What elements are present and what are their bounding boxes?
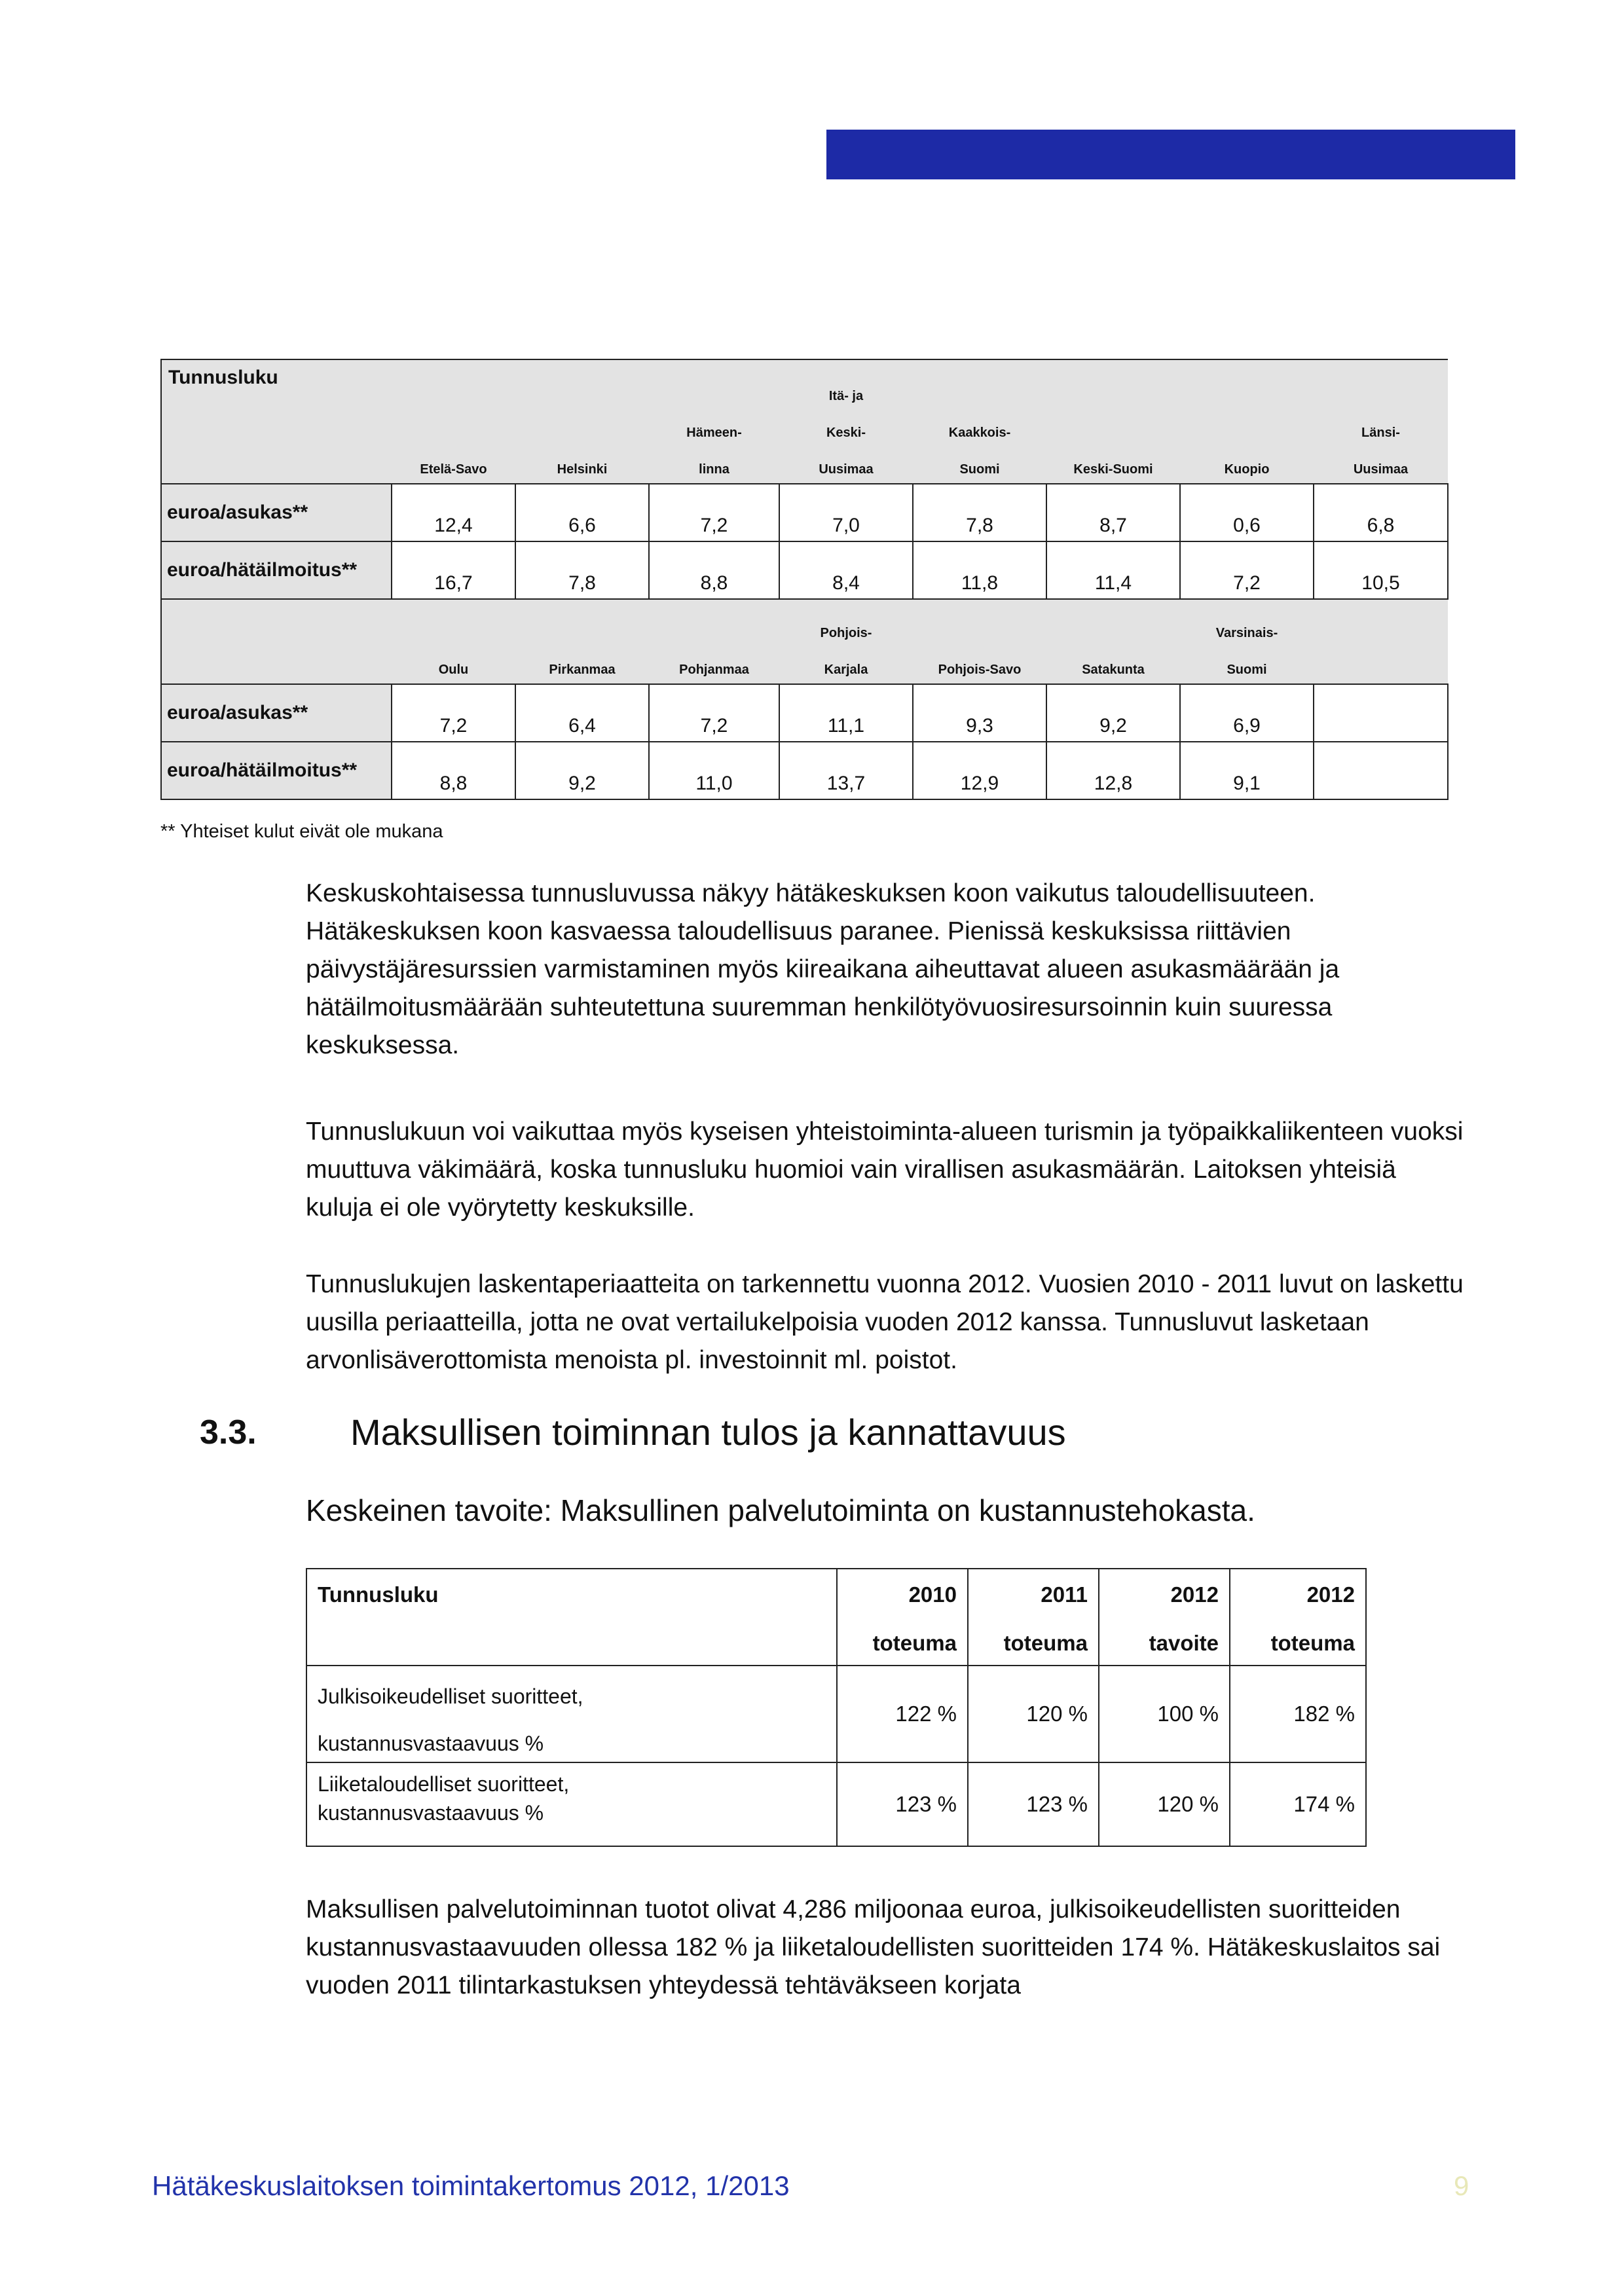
region-name: Uusimaa bbox=[819, 462, 874, 477]
region-name: Pohjois-Savo bbox=[938, 663, 1022, 677]
data-cell bbox=[1314, 684, 1448, 742]
cost-value: 174 % bbox=[1230, 1762, 1366, 1846]
data-cell: 16,7 bbox=[392, 541, 515, 599]
region-header-cell bbox=[515, 359, 649, 484]
region-header-cell bbox=[1180, 599, 1314, 684]
data-cell: 6,4 bbox=[515, 684, 649, 742]
region-header-cell bbox=[1180, 359, 1314, 484]
cost-recovery-table bbox=[306, 1568, 1367, 1847]
region-name: Helsinki bbox=[557, 462, 608, 477]
data-row bbox=[161, 484, 1448, 541]
col-year: 2012 bbox=[1306, 1582, 1355, 1607]
col-type: toteuma bbox=[1270, 1631, 1355, 1655]
section-title: Maksullisen toiminnan tulos ja kannattavuus bbox=[350, 1412, 1066, 1453]
data-cell: 13,7 bbox=[779, 742, 913, 799]
cost-col-header bbox=[968, 1569, 1099, 1666]
col-type: toteuma bbox=[1003, 1631, 1088, 1655]
header-color-bar bbox=[826, 130, 1515, 179]
region-name: Kaakkois- bbox=[948, 426, 1011, 440]
data-row bbox=[161, 684, 1448, 742]
data-cell: 6,9 bbox=[1180, 684, 1314, 742]
data-cell: 9,1 bbox=[1180, 742, 1314, 799]
region-name: Satakunta bbox=[1082, 663, 1145, 677]
region-name: Keski-Suomi bbox=[1073, 462, 1153, 477]
table-label: Tunnusluku bbox=[161, 359, 392, 484]
region-name: linna bbox=[699, 462, 729, 477]
data-cell: 7,0 bbox=[779, 484, 913, 541]
data-cell: 7,8 bbox=[515, 541, 649, 599]
data-cell: 8,7 bbox=[1046, 484, 1180, 541]
data-cell: 6,6 bbox=[515, 484, 649, 541]
data-cell: 0,6 bbox=[1180, 484, 1314, 541]
region-header-cell bbox=[913, 359, 1046, 484]
paragraph-1: Keskuskohtaisessa tunnusluvussa näkyy hätäkeskuksen koon vaikutus taloudellisuuteen. Hätäkeskuksen koon kasvaessa taloudellisuus paranee. Pienissä keskuksissa riittävien päivystäjäresurssien varmistaminen myös kiireaikana aiheuttavat alueen asukasmäärään ja hätäilmoitusmäärään suhteutettuna suuremman henkilötyövuosiresursoinnin kuin suuressa keskuksessa. bbox=[306, 879, 1340, 1059]
section-number: 3.3. bbox=[200, 1413, 257, 1451]
col-type: toteuma bbox=[872, 1631, 957, 1655]
region-name: Pohjanmaa bbox=[679, 663, 749, 677]
data-cell: 6,8 bbox=[1314, 484, 1448, 541]
data-cell: 9,2 bbox=[1046, 684, 1180, 742]
cost-table-row bbox=[306, 1666, 1366, 1762]
cost-table-label: Tunnusluku bbox=[306, 1569, 837, 1666]
region-name: Suomi bbox=[959, 462, 1000, 477]
col-year: 2011 bbox=[1041, 1582, 1088, 1607]
paragraph-2: Tunnuslukuun voi vaikuttaa myös kyseisen yhteistoiminta-alueen turismin ja työpaikkaliikenteen vuoksi muuttuva väkimäärä, koska tunnusluku huomioi vain virallisen asukasmäärän. Laitoksen yhteisiä kuluja ei ole vyörytetty keskuksille. bbox=[306, 1118, 1464, 1222]
footer-title: Hätäkeskuslaitoksen toimintakertomus 2012, 1/2013 bbox=[152, 2170, 790, 2201]
region-name: Hämeen- bbox=[686, 426, 742, 440]
region-header-cell bbox=[1314, 599, 1448, 684]
cost-value: 120 % bbox=[968, 1666, 1099, 1762]
data-cell: 7,2 bbox=[1180, 541, 1314, 599]
cost-value: 123 % bbox=[837, 1762, 968, 1846]
region-header-cell bbox=[913, 599, 1046, 684]
cost-value: 122 % bbox=[837, 1666, 968, 1762]
data-cell bbox=[1314, 742, 1448, 799]
region-header-cell bbox=[649, 599, 779, 684]
region-header-row bbox=[161, 359, 1448, 484]
region-header-cell bbox=[779, 599, 913, 684]
data-row bbox=[161, 742, 1448, 799]
regional-cost-table bbox=[160, 359, 1449, 800]
cost-row-label bbox=[306, 1762, 837, 1846]
data-cell: 11,4 bbox=[1046, 541, 1180, 599]
region-header-cell bbox=[649, 359, 779, 484]
cost-row-label bbox=[306, 1666, 837, 1762]
data-cell: 7,2 bbox=[649, 684, 779, 742]
region-header-row bbox=[161, 599, 1448, 684]
data-cell: 11,1 bbox=[779, 684, 913, 742]
col-year: 2012 bbox=[1170, 1582, 1219, 1607]
table-label-cell bbox=[161, 599, 392, 684]
region-header-cell bbox=[392, 359, 515, 484]
region-header-cell bbox=[515, 599, 649, 684]
region-name: Etelä-Savo bbox=[420, 462, 487, 477]
table-footnote: ** Yhteiset kulut eivät ole mukana bbox=[160, 821, 443, 842]
row-label-line1: Liiketaloudelliset suoritteet, bbox=[318, 1772, 570, 1796]
cost-table-header-row bbox=[306, 1569, 1366, 1666]
region-name: Karjala bbox=[824, 663, 868, 677]
row-label: euroa/hätäilmoitus** bbox=[161, 541, 392, 599]
row-label: euroa/hätäilmoitus** bbox=[161, 742, 392, 799]
region-name: Suomi bbox=[1227, 663, 1267, 677]
data-row bbox=[161, 541, 1448, 599]
region-header-cell bbox=[392, 599, 515, 684]
data-cell: 7,2 bbox=[649, 484, 779, 541]
closing-paragraph: Maksullisen palvelutoiminnan tuotot olivat 4,286 miljoonaa euroa, julkisoikeudellisten suoritteiden kustannusvastaavuuden ollessa 182 % ja liiketaloudellisten suoritteiden 174 %. Hätäkeskuslaitos sai vuoden 2011 tilintarkastuksen yhteydessä tehtäväkseen korjata bbox=[306, 1895, 1441, 1999]
cost-value: 123 % bbox=[968, 1762, 1099, 1846]
cost-value: 100 % bbox=[1099, 1666, 1230, 1762]
data-cell: 12,8 bbox=[1046, 742, 1180, 799]
cost-col-header bbox=[1099, 1569, 1230, 1666]
page-number: 9 bbox=[1454, 2170, 1469, 2201]
row-label: euroa/asukas** bbox=[161, 484, 392, 541]
row-label: euroa/asukas** bbox=[161, 684, 392, 742]
region-header-cell bbox=[1046, 599, 1180, 684]
region-name: Länsi- bbox=[1361, 426, 1400, 440]
col-year: 2010 bbox=[908, 1582, 957, 1607]
cost-col-header bbox=[1230, 1569, 1366, 1666]
region-name: Pohjois- bbox=[820, 626, 872, 640]
region-name: Kuopio bbox=[1224, 462, 1270, 477]
cost-table-row bbox=[306, 1762, 1366, 1846]
row-label-line2: kustannusvastaavuus % bbox=[318, 1732, 544, 1755]
region-name: Pirkanmaa bbox=[549, 663, 616, 677]
section-goal: Keskeinen tavoite: Maksullinen palvelutoiminta on kustannustehokasta. bbox=[306, 1493, 1255, 1527]
data-cell: 8,8 bbox=[392, 742, 515, 799]
data-cell: 8,4 bbox=[779, 541, 913, 599]
data-cell: 8,8 bbox=[649, 541, 779, 599]
row-label-line2: kustannusvastaavuus % bbox=[318, 1801, 544, 1825]
data-cell: 7,8 bbox=[913, 484, 1046, 541]
col-type: tavoite bbox=[1149, 1631, 1219, 1655]
cost-value: 120 % bbox=[1099, 1762, 1230, 1846]
data-cell: 12,4 bbox=[392, 484, 515, 541]
data-cell: 7,2 bbox=[392, 684, 515, 742]
region-name: Oulu bbox=[438, 663, 469, 677]
cost-col-header bbox=[837, 1569, 968, 1666]
data-cell: 10,5 bbox=[1314, 541, 1448, 599]
region-header-cell bbox=[779, 359, 913, 484]
data-cell: 9,2 bbox=[515, 742, 649, 799]
cost-value: 182 % bbox=[1230, 1666, 1366, 1762]
data-cell: 11,8 bbox=[913, 541, 1046, 599]
data-cell: 12,9 bbox=[913, 742, 1046, 799]
region-header-cell bbox=[1046, 359, 1180, 484]
region-name: Keski- bbox=[826, 426, 866, 440]
region-name: Itä- ja bbox=[828, 389, 864, 403]
region-name: Varsinais- bbox=[1215, 626, 1278, 640]
paragraph-3: Tunnuslukujen laskentaperiaatteita on tarkennettu vuonna 2012. Vuosien 2010 - 2011 luvut on laskettu uusilla periaatteilla, jotta ne ovat vertailukelpoisia vuoden 2012 kanssa. Tunnusluvut lasketaan arvonlisäverottomista menoista pl. investoinnit ml. poistot. bbox=[306, 1270, 1464, 1374]
region-name: Uusimaa bbox=[1353, 462, 1409, 477]
row-label-line1: Julkisoikeudelliset suoritteet, bbox=[318, 1685, 583, 1708]
data-cell: 9,3 bbox=[913, 684, 1046, 742]
data-cell: 11,0 bbox=[649, 742, 779, 799]
region-header-cell bbox=[1314, 359, 1448, 484]
